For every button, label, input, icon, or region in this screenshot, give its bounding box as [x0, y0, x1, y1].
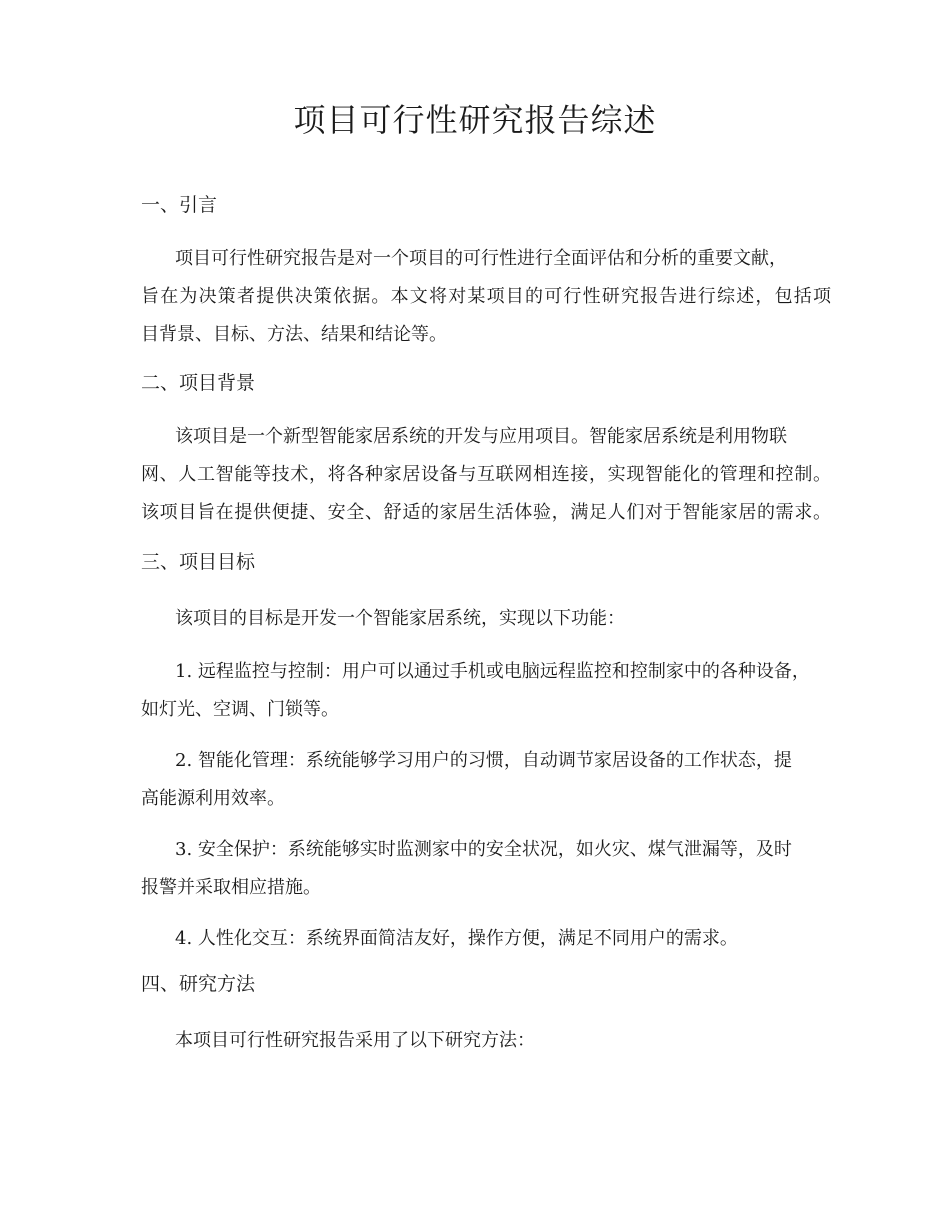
- paragraph-line: 该项目是一个新型智能家居系统的开发与应用项目。智能家居系统是利用物联: [175, 426, 787, 447]
- goal-item-1: [141, 653, 831, 729]
- paragraph-line: 项目可行性研究报告是对一个项目的可行性进行全面评估和分析的重要文献，: [175, 248, 787, 269]
- paragraph-line: 高能源利用效率。: [141, 788, 285, 809]
- section-heading-background: 二、项目背景: [141, 372, 256, 394]
- paragraph-line: 该项目旨在提供便捷、安全、舒适的家居生活体验，满足人们对于智能家居的需求。: [141, 502, 831, 523]
- paragraph-line: 如灯光、空调、门锁等。: [141, 699, 339, 720]
- paragraph-line: 2. 智能化管理：系统能够学习用户的习惯，自动调节家居设备的工作状态，提: [175, 750, 792, 771]
- document-title: 项目可行性研究报告综述: [293, 101, 657, 139]
- section-heading-methods: 四、研究方法: [141, 973, 256, 995]
- section-heading-goals: 三、项目目标: [141, 551, 256, 573]
- paragraph-line: 本项目可行性研究报告采用了以下研究方法：: [175, 1030, 535, 1051]
- paragraph-line: 3. 安全保护：系统能够实时监测家中的安全状况，如火灾、煤气泄漏等，及时: [175, 839, 792, 860]
- section-heading-intro: 一、引言: [141, 194, 218, 216]
- paragraph-line: 目背景、目标、方法、结果和结论等。: [141, 324, 447, 345]
- paragraph-line: 该项目的目标是开发一个智能家居系统，实现以下功能：: [175, 608, 625, 629]
- goal-item-4: [141, 920, 831, 958]
- paragraph-line: 4. 人性化交互：系统界面简洁友好，操作方便，满足不同用户的需求。: [175, 928, 738, 949]
- paragraph-line: 报警并采取相应措施。: [141, 877, 321, 898]
- goals-intro-paragraph: [141, 600, 831, 638]
- background-paragraph: [141, 418, 831, 532]
- goal-item-3: [141, 831, 831, 907]
- paragraph-line: 1. 远程监控与控制：用户可以通过手机或电脑远程监控和控制家中的各种设备，: [175, 661, 810, 682]
- intro-paragraph: [141, 240, 831, 354]
- paragraph-line: 网、人工智能等技术，将各种家居设备与互联网相连接，实现智能化的管理和控制。: [141, 464, 831, 485]
- goal-item-2: [141, 742, 831, 818]
- methods-intro-paragraph: [141, 1022, 831, 1060]
- paragraph-line: 旨在为决策者提供决策依据。本文将对某项目的可行性研究报告进行综述，包括项: [141, 286, 831, 307]
